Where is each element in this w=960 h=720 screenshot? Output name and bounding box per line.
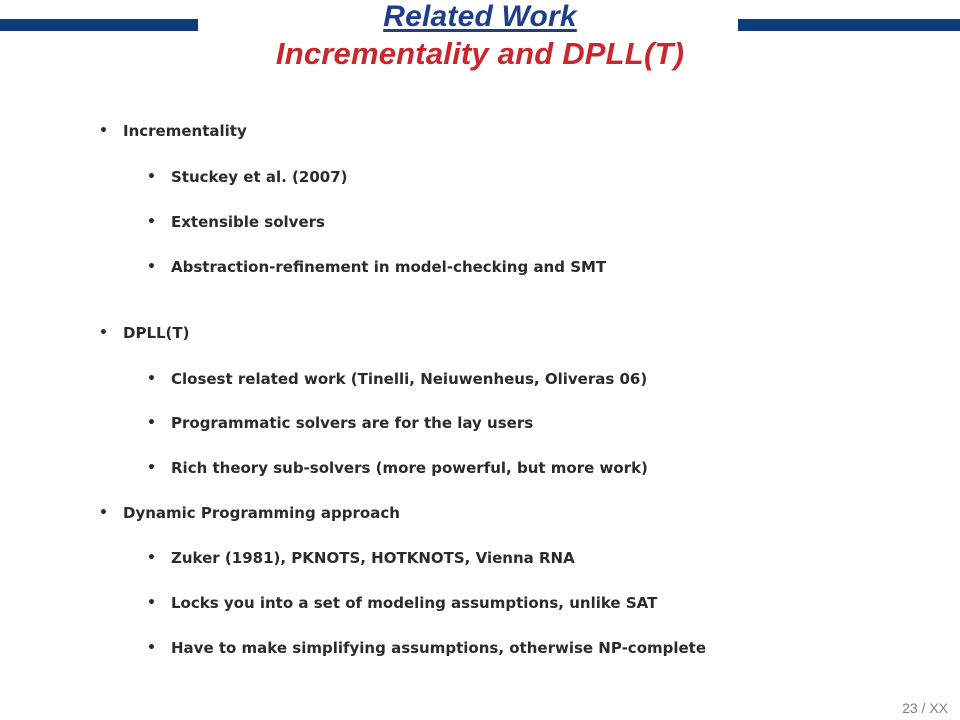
bullet-item (99, 504, 400, 522)
bullet-icon: • (147, 550, 156, 566)
bullet-icon: • (147, 640, 156, 656)
bullet-icon: • (147, 415, 156, 431)
bullet-item (147, 213, 325, 231)
bullet-icon: • (99, 123, 108, 139)
bullet-icon: • (99, 505, 108, 521)
bullet-item (147, 370, 648, 388)
bullet-item (147, 594, 658, 612)
bullet-item (147, 258, 607, 276)
bullet-text: Locks you into a set of modeling assumptions, unlike SAT (171, 594, 658, 612)
bullet-text: Extensible solvers (171, 213, 325, 231)
bullet-item (147, 639, 707, 657)
bullet-text: Closest related work (Tinelli, Neiuwenheus, Oliveras 06) (171, 370, 648, 388)
slide-title: Related Work (383, 0, 577, 33)
bullet-item (147, 549, 575, 567)
bullet-text: Dynamic Programming approach (123, 504, 400, 522)
bullet-icon: • (99, 325, 108, 341)
bullet-icon: • (147, 259, 156, 275)
bullet-item (147, 459, 648, 477)
bullet-text: Stuckey et al. (2007) (171, 168, 348, 186)
bullet-text: Rich theory sub-solvers (more powerful, but more work) (171, 459, 648, 477)
bullet-item (147, 168, 348, 186)
bullet-text: Incrementality (123, 122, 247, 140)
bullet-text: Abstraction-refinement in model-checking and SMT (171, 258, 607, 276)
bullet-item (99, 122, 247, 140)
page-number: 23 / XX (902, 700, 948, 716)
bullet-icon: • (147, 460, 156, 476)
bullet-text: Zuker (1981), PKNOTS, HOTKNOTS, Vienna RNA (171, 549, 575, 567)
slide-subtitle: Incrementality and DPLL(T) (275, 36, 685, 71)
bullet-icon: • (147, 371, 156, 387)
bullet-icon: • (147, 595, 156, 611)
bullet-icon: • (147, 214, 156, 230)
bullet-item (147, 414, 534, 432)
bullet-text: Programmatic solvers are for the lay users (171, 414, 534, 432)
bullet-item (99, 324, 190, 342)
bullet-icon: • (147, 169, 156, 185)
bullet-text: Have to make simplifying assumptions, otherwise NP-complete (171, 639, 707, 657)
bullet-text: DPLL(T) (123, 324, 190, 342)
